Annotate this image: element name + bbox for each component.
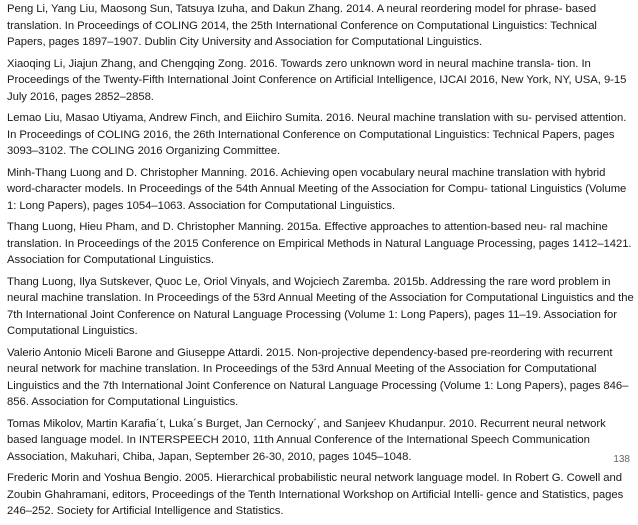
reference-list: [7, 1, 635, 525]
reference-entry: Peng Li, Yang Liu, Maosong Sun, Tatsuya Izuha, and Dakun Zhang. 2014. A neural reordering model for phrase- based translation. In Proceedings of COLING 2014, the 25th International Conference on Computational Linguistics: Technical Papers, pages 1897–1907. Dublin City University and Association for Computational Linguistics.: [7, 3, 597, 48]
reference-entry: Tomas Mikolov, Martin Karafia´t, Luka´s Burget, Jan Cernocky´, and Sanjeev Khudanpur. 2010. Recurrent neural network based language model. In INTERSPEECH 2010, 11th Annual Conference of the International Speech Communication Association, Makuhari, Chiba, Japan, September 26-30, 2010, pages 1045–1048.: [7, 417, 606, 463]
page-number: 138: [613, 454, 630, 465]
reference-entry: Thang Luong, Ilya Sutskever, Quoc Le, Oriol Vinyals, and Wojciech Zaremba. 2015b. Addressing the rare word problem in neural machine translation. In Proceedings of the 53rd Annual Meeting of the Association for Computational Linguistics and the 7th International Joint Conference on Natural Language Processing (Volume 1: Long Papers), pages 11–19. Association for Computational Linguistics.: [7, 275, 634, 337]
reference-entry: Frederic Morin and Yoshua Bengio. 2005. Hierarchical probabilistic neural network language model. In Robert G. Cowell and Zoubin Ghahramani, editors, Proceedings of the Tenth International Workshop on Artificial Intelli- gence and Statistics, pages 246–252. Society for Artificial Intelligence and Statistics.: [7, 472, 624, 517]
reference-entry: Lemao Liu, Masao Utiyama, Andrew Finch, and Eiichiro Sumita. 2016. Neural machine translation with su- pervised attention. In Proceedings of COLING 2016, the 26th International Conference on Computational Linguistics: Technical Papers, pages 3093–3102. The COLING 2016 Organizing Committee.: [7, 112, 627, 157]
reference-entry: Valerio Antonio Miceli Barone and Giuseppe Attardi. 2015. Non-projective dependency-based pre-reordering with recurrent neural network for machine translation. In Proceedings of the 53rd Annual Meeting of the Association for Computational Linguistics and the 7th International Joint Conference on Natural Language Processing (Volume 1: Long Papers), pages 846–856. Association for Computational Linguistics.: [7, 346, 629, 408]
reference-entry: Xiaoqing Li, Jiajun Zhang, and Chengqing Zong. 2016. Towards zero unknown word in neural machine transla- tion. In Proceedings of the Twenty-Fifth International Joint Conference on Artificial Intelligence, IJCAI 2016, New York, NY, USA, 9-15 July 2016, pages 2852–2858.: [7, 57, 627, 103]
reference-entry: Minh-Thang Luong and D. Christopher Manning. 2016. Achieving open vocabulary neural machine translation with hybrid word-character models. In Proceedings of the 54th Annual Meeting of the Association for Compu- tational Linguistics (Volume 1: Long Papers), pages 1054–1063. Association for Computational Linguistics.: [7, 166, 627, 212]
reference-entry: Thang Luong, Hieu Pham, and D. Christopher Manning. 2015a. Effective approaches to attention-based neu- ral machine translation. In Proceedings of the 2015 Conference on Empirical Methods in Natural Language Processing, pages 1412–1421. Association for Computational Linguistics.: [7, 221, 632, 266]
